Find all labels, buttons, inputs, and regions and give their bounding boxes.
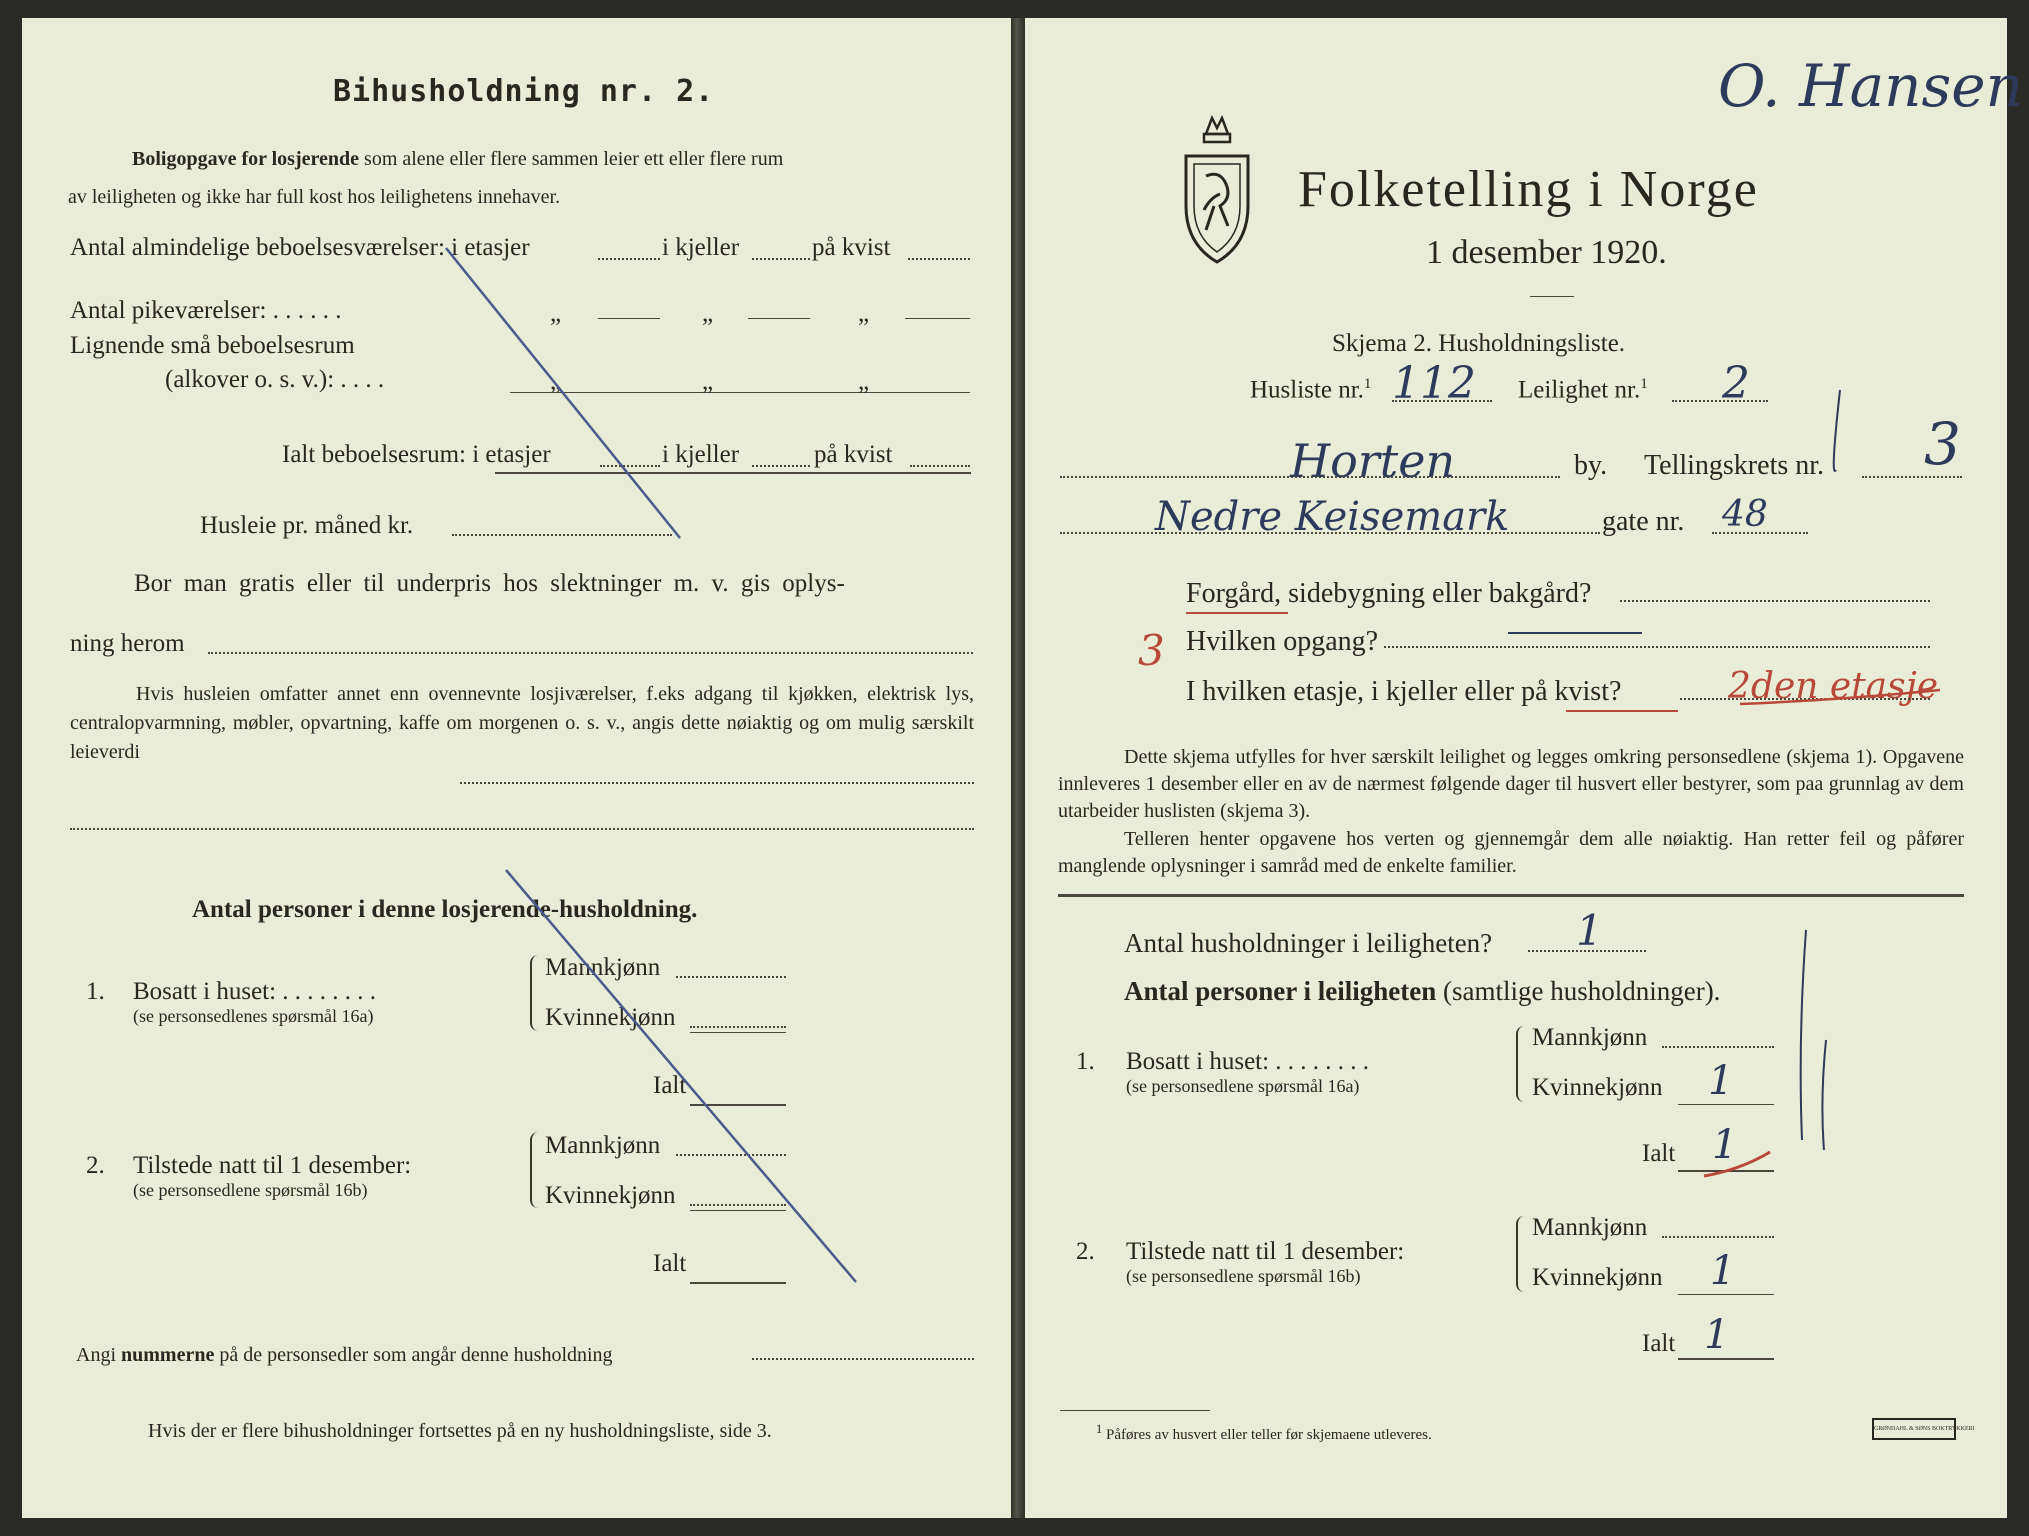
q-ialt-rum: Ialt beboelsesrum: i etasjer <box>282 441 551 468</box>
left-q2-num: 2. <box>86 1152 105 1179</box>
left-q2-sub: (se personsedlene spørsmål 16b) <box>133 1180 368 1200</box>
red-check-mark <box>1704 1152 1770 1176</box>
left-q1-kvinne: Kvinnekjønn <box>545 1004 676 1031</box>
intro-line-2: av leiligheten og ikke har full kost hos leilighetens innehaver. <box>68 186 561 208</box>
gate-label: gate nr. <box>1602 506 1685 537</box>
left-q2-ialt: Ialt <box>653 1250 687 1277</box>
right-q1-sub: (se personsedlene spørsmål 16a) <box>1126 1076 1360 1096</box>
angi-pre: Angi <box>76 1344 116 1366</box>
q-lignende-1: Lignende små beboelsesrum <box>70 332 355 359</box>
leilighet-text: Leilighet nr. <box>1518 376 1641 404</box>
right-q1-mann: Mannkjønn <box>1532 1024 1648 1051</box>
lign-ditto-2: „ <box>702 368 714 395</box>
margin-stroke-2 <box>1822 1040 1826 1150</box>
etasje-value: 2den etasje <box>1728 666 1939 707</box>
right-date: 1 desember 1920. <box>1426 234 1667 271</box>
right-q2-sub: (se personsedlene spørsmål 16b) <box>1126 1266 1361 1286</box>
krets-label: Tellingskrets nr. <box>1644 450 1825 481</box>
angi-bold: nummerne <box>121 1344 215 1366</box>
krets-stroke <box>1834 390 1840 471</box>
right-q1-num: 1. <box>1076 1048 1095 1075</box>
margin-mark: 3 <box>1138 626 1165 675</box>
left-q2-mann: Mannkjønn <box>545 1132 661 1159</box>
q-gratis-2: ning herom <box>70 630 185 657</box>
leilighet-value: 2 <box>1722 358 1750 409</box>
right-q2-label: Tilstede natt til 1 desember: <box>1126 1238 1405 1265</box>
left-q1-sub: (se personsedlenes spørsmål 16a) <box>133 1006 374 1026</box>
right-q2-ialt: Ialt <box>1642 1330 1676 1357</box>
angi-post: på de personsedler som angår denne husholdning <box>219 1344 613 1366</box>
left-q2-kvinne: Kvinnekjønn <box>545 1182 676 1209</box>
right-q2-ialt-value: 1 <box>1704 1312 1730 1358</box>
strike-line-top <box>446 248 680 538</box>
right-q2-kvinne: Kvinnekjønn <box>1532 1264 1663 1291</box>
right-q2-num: 2. <box>1076 1238 1095 1265</box>
q-rooms: Antal almindelige beboelsesværelser: i etasjer <box>70 234 530 261</box>
by-value: Horten <box>1290 434 1456 488</box>
right-q1-label: Bosatt i huset: . . . . . . . . <box>1126 1048 1370 1075</box>
pike-ditto-3: „ <box>858 300 870 327</box>
left-q1-label: Bosatt i huset: . . . . . . . . <box>133 978 377 1005</box>
q-hush: Antal husholdninger i leiligheten? <box>1124 928 1493 958</box>
right-q1-ialt: Ialt <box>1642 1140 1676 1167</box>
right-paragraph-2: Telleren henter opgavene hos verten og gjennemgår dem alle nøiaktig. Han retter feil og påfører manglende oplysninger i samråd med de enkelte familier. <box>1058 828 1964 877</box>
q-lignende-2: (alkover o. s. v.): . . . . <box>165 366 385 393</box>
right-paragraph-1: Dette skjema utfylles for hver særskilt leilighet og legges omkring personsedlene (skjema 1). Opgavene innleveres 1 desember eller en av de nærmest følgende dager til husvert eller bestyrer, som paa grunnlag av dem utarbeider huslisten (skjema 3). <box>1058 746 1964 822</box>
ialt-paa-kvist: på kvist <box>814 441 893 468</box>
left-q1-mann: Mannkjønn <box>545 954 661 981</box>
q-etasje: I hvilken etasje, i kjeller eller på kvist? <box>1186 676 1622 707</box>
right-q2-mann: Mannkjønn <box>1532 1214 1648 1241</box>
margin-stroke-1 <box>1801 930 1806 1140</box>
lign-ditto-1: „ <box>550 368 562 395</box>
by-label: by. <box>1574 450 1608 481</box>
printer-stamp: GRØNDAHL & SØNS BOKTRYKKERI <box>1872 1418 1956 1440</box>
right-title: Folketelling i Norge <box>1298 161 1759 218</box>
left-footer: Hvis der er flere bihusholdninger fortsettes på en ny husholdningsliste, side 3. <box>148 1420 772 1442</box>
left-q2-label: Tilstede natt til 1 desember: <box>133 1152 412 1179</box>
footnote-text: Påføres av husvert eller teller før skjemaene utleveres. <box>1106 1427 1432 1443</box>
etasje-red-strike <box>1740 690 1940 704</box>
left-persons-heading: Antal personer i denne losjerende-husholdning. <box>192 896 698 923</box>
pike-ditto-2: „ <box>702 300 714 327</box>
right-q1-kvinne-value: 1 <box>1708 1058 1734 1104</box>
gate-value: Nedre Keisemark <box>1155 494 1510 540</box>
leilighet-sup: 1 <box>1640 376 1648 392</box>
left-q1-ialt: Ialt <box>653 1072 687 1099</box>
husliste-text: Husliste nr. <box>1250 376 1364 404</box>
q-gratis-1: Bor man gratis eller til underpris hos slektninger m. v. gis oplys- <box>134 570 845 597</box>
husliste-value: 112 <box>1392 358 1476 409</box>
left-title: Bihusholdning nr. 2. <box>333 74 715 109</box>
intro-bold: Boligopgave for losjerende <box>132 148 360 170</box>
hush-value: 1 <box>1576 906 1603 955</box>
right-q2-kvinne-value: 1 <box>1710 1248 1736 1294</box>
handwritten-name: O. Hansen <box>1718 52 2023 120</box>
ialt-i-kjeller: i kjeller <box>662 441 740 468</box>
persons-bold: Antal personer i leiligheten <box>1124 976 1437 1006</box>
q-husleie: Husleie pr. måned kr. <box>200 512 414 539</box>
gate-nr-value: 48 <box>1722 494 1768 535</box>
strike-line-bottom <box>506 870 856 1282</box>
q-pike: Antal pikeværelser: . . . . . . <box>70 297 342 324</box>
schema-title: Skjema 2. Husholdningsliste. <box>1332 330 1626 357</box>
rooms-paa-kvist: på kvist <box>812 234 891 261</box>
husliste-sup: 1 <box>1363 376 1372 392</box>
pike-ditto-1: „ <box>550 300 562 327</box>
left-q1-num: 1. <box>86 978 105 1005</box>
lign-ditto-3: „ <box>858 368 870 395</box>
left-note-paragraph: Hvis husleien omfatter annet enn ovennevnte losjiværelser, f.eks adgang til kjøkken, elektrisk lys, centralopvarmning, møbler, opvartning, kaffe om morgenen o. s. v., angis dette nøiaktig og om mulig særskilt leieverdi <box>70 683 974 763</box>
right-q1-ialt-value: 1 <box>1712 1122 1738 1168</box>
persons-rest: (samtlige husholdninger). <box>1442 976 1721 1006</box>
q-opgang: Hvilken opgang? <box>1186 626 1379 657</box>
rooms-i-kjeller: i kjeller <box>662 234 740 261</box>
krets-value: 3 <box>1924 410 1961 478</box>
intro-rest-1: som alene eller flere sammen leier ett eller flere rum <box>364 148 784 170</box>
right-q1-kvinne: Kvinnekjønn <box>1532 1074 1663 1101</box>
footnote-sup: 1 <box>1096 1422 1103 1436</box>
q-forgard: Forgård, sidebygning eller bakgård? <box>1186 578 1592 609</box>
